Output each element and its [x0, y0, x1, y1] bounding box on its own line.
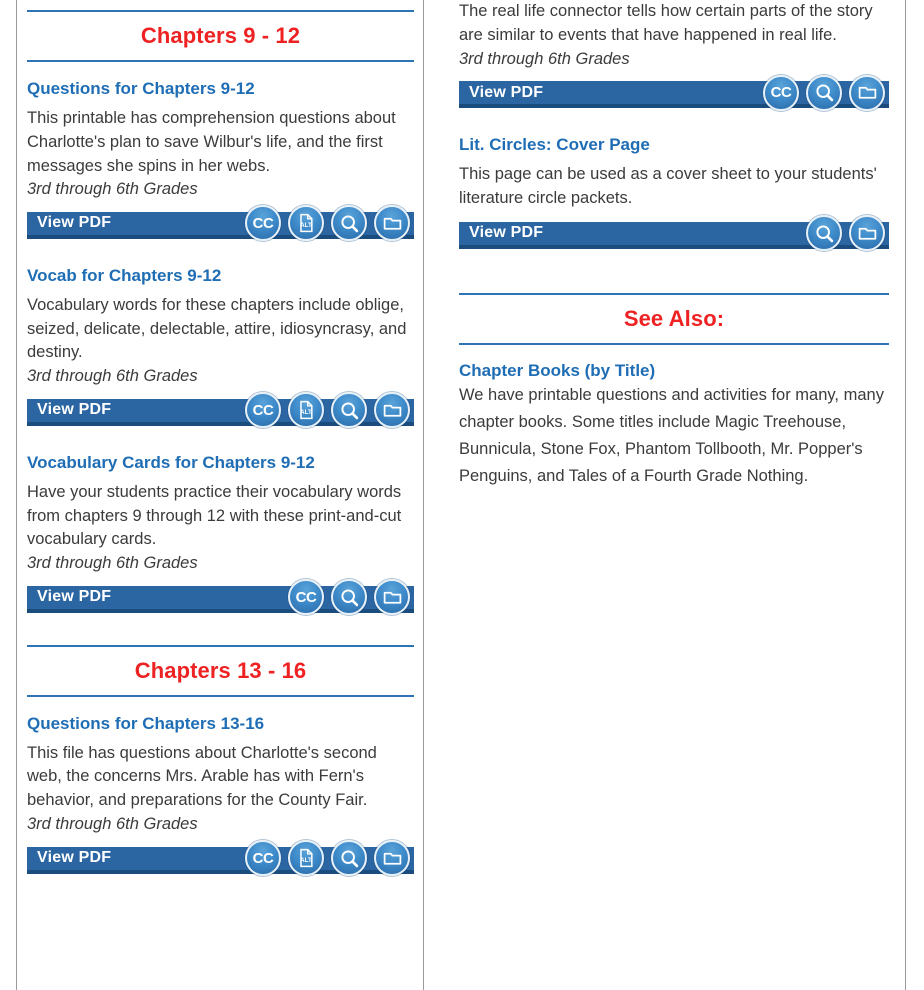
right-column	[424, 0, 905, 490]
column-divider-right	[905, 0, 906, 990]
resource-item	[27, 249, 414, 426]
resource-description: Vocabulary words for these chapters include oblige, seized, delicate, delectable, attire, idiosyncrasy, and destiny.	[27, 295, 407, 362]
alt-text-icon[interactable]	[288, 392, 324, 428]
section-title: See Also:	[623, 305, 725, 331]
view-pdf-bar[interactable]	[27, 212, 414, 239]
add-to-collection-folder-icon[interactable]	[374, 579, 410, 615]
resource-description: This file has questions about Charlotte's second web, the concerns Mrs. Arable has with Fern's behavior, and preparations for the County Fair.	[27, 743, 377, 810]
alt-text-icon[interactable]	[288, 840, 324, 876]
resource-icon-row	[763, 75, 885, 111]
resource-title-link[interactable]: Questions for Chapters 9-12	[27, 79, 255, 98]
resource-icon-row	[245, 840, 410, 876]
resource-description: Have your students practice their vocabulary words from chapters 9 through 12 with these print-and-cut vocabulary cards.	[27, 482, 402, 549]
preview-magnifier-icon[interactable]	[331, 205, 367, 241]
resource-grade-level: 3rd through 6th Grades	[27, 554, 198, 573]
view-pdf-bar[interactable]	[459, 222, 889, 249]
cc-icon[interactable]: CC	[245, 205, 281, 241]
alt-text-icon[interactable]	[288, 205, 324, 241]
resource-grade-level: 3rd through 6th Grades	[27, 815, 198, 834]
cc-icon[interactable]: CC	[288, 579, 324, 615]
view-pdf-label: View PDF	[469, 224, 544, 242]
section-title: Chapters 9 - 12	[140, 23, 301, 48]
section-header-see-also	[459, 293, 889, 345]
resource-grade-level: 3rd through 6th Grades	[27, 367, 198, 386]
cc-icon[interactable]: CC	[245, 840, 281, 876]
left-column	[17, 0, 423, 884]
view-pdf-bar[interactable]	[27, 399, 414, 426]
svg-text:ALT: ALT	[300, 857, 312, 865]
resource-item	[27, 62, 414, 239]
view-pdf-label: View PDF	[469, 83, 544, 101]
section-title: Chapters 13 - 16	[134, 657, 307, 683]
section-header-chapters-9-12	[27, 10, 414, 62]
resource-item	[27, 436, 414, 613]
resource-icon-row	[245, 205, 410, 241]
resource-grade-level: 3rd through 6th Grades	[459, 49, 630, 68]
svg-text:ALT: ALT	[300, 409, 312, 417]
add-to-collection-folder-icon[interactable]	[849, 75, 885, 111]
resource-icon-row	[245, 392, 410, 428]
resource-title-link[interactable]: Vocabulary Cards for Chapters 9-12	[27, 452, 315, 472]
resource-title-link[interactable]: Vocab for Chapters 9-12	[27, 265, 222, 285]
resource-icon-row	[806, 215, 885, 251]
svg-text:ALT: ALT	[300, 222, 312, 230]
view-pdf-bar[interactable]	[459, 81, 889, 108]
resource-grade-level: 3rd through 6th Grades	[27, 180, 198, 199]
section-header-chapters-13-16	[27, 645, 414, 697]
add-to-collection-folder-icon[interactable]	[374, 840, 410, 876]
view-pdf-bar[interactable]	[27, 847, 414, 874]
resource-description: This printable has comprehension questions about Charlotte's plan to save Wilbur's life, and the first messages she spins in her webs.	[27, 109, 396, 175]
cc-icon[interactable]: CC	[245, 392, 281, 428]
resource-icon-row	[288, 579, 410, 615]
view-pdf-label: View PDF	[37, 588, 112, 606]
view-pdf-label: View PDF	[37, 401, 112, 419]
view-pdf-label: View PDF	[37, 214, 112, 232]
view-pdf-bar[interactable]	[27, 586, 414, 613]
cc-icon[interactable]: CC	[763, 75, 799, 111]
preview-magnifier-icon[interactable]	[806, 215, 842, 251]
add-to-collection-folder-icon[interactable]	[374, 392, 410, 428]
resource-description: The real life connector tells how certain parts of the story are similar to events that have happened in real life.	[459, 2, 873, 44]
preview-magnifier-icon[interactable]	[331, 840, 367, 876]
add-to-collection-folder-icon[interactable]	[849, 215, 885, 251]
resource-item	[459, 118, 889, 249]
see-also-title-link[interactable]: Chapter Books (by Title)	[459, 360, 656, 380]
preview-magnifier-icon[interactable]	[806, 75, 842, 111]
resource-item	[27, 697, 414, 874]
resource-description: This page can be used as a cover sheet to your students' literature circle packets.	[459, 165, 877, 207]
see-also-item	[459, 345, 889, 490]
resource-title-link[interactable]: Lit. Circles: Cover Page	[459, 135, 650, 155]
resource-title-link[interactable]: Questions for Chapters 13-16	[27, 713, 265, 733]
preview-magnifier-icon[interactable]	[331, 579, 367, 615]
preview-magnifier-icon[interactable]	[331, 392, 367, 428]
view-pdf-label: View PDF	[37, 849, 112, 867]
add-to-collection-folder-icon[interactable]	[374, 205, 410, 241]
resource-item	[459, 0, 889, 108]
see-also-description: We have printable questions and activities for many, many chapter books. Some titles include Magic Treehouse, Bunnicula, Stone Fox, Phantom Tollbooth, Mr. Popper's Penguins, and Tales of a Fourth Grade Nothing.	[459, 385, 884, 485]
